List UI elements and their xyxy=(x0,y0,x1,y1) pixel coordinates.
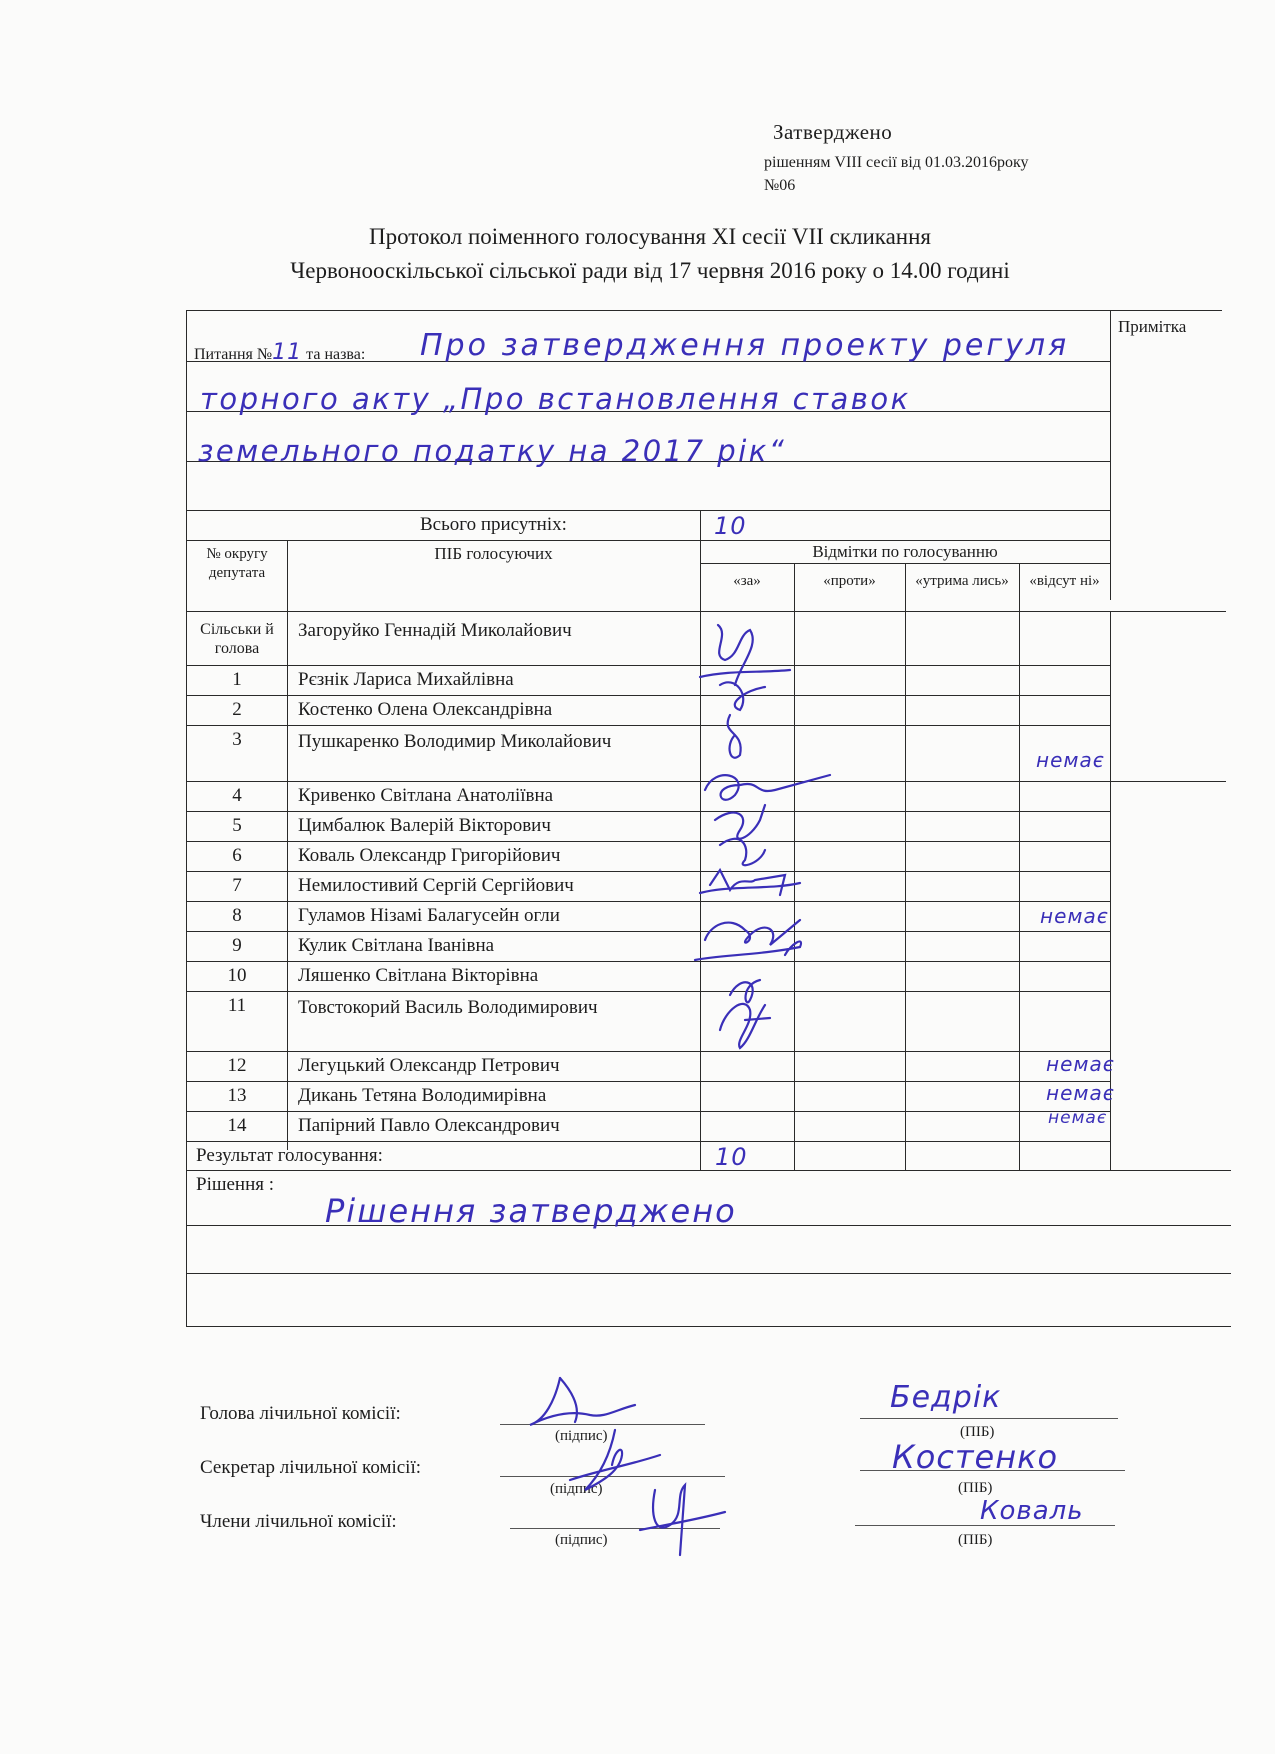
member-name-handwritten: Коваль xyxy=(980,1496,1084,1526)
chair-sign-caption: (підпис) xyxy=(555,1428,608,1444)
table-row-district: 8 xyxy=(232,905,242,926)
table-left-line xyxy=(186,310,187,1326)
absent-mark: немає xyxy=(1036,748,1105,772)
table-top-line xyxy=(186,310,1222,311)
members-sign-caption: (підпис) xyxy=(555,1532,608,1548)
row-line xyxy=(186,931,1110,932)
against-column-header: «проти» xyxy=(823,573,876,589)
present-count: 10 xyxy=(714,512,747,540)
chair-name-line xyxy=(860,1418,1118,1419)
decision-line xyxy=(186,1273,1231,1274)
question-text-line3: земельного податку на 2017 рік“ xyxy=(198,434,787,468)
table-row-name: Коваль Олександр Григорійович xyxy=(298,845,561,866)
row-line xyxy=(186,1170,1231,1171)
document-title-line1: Протокол поіменного голосування XI сесії VII скликання xyxy=(368,224,931,249)
table-row-name: Пушкаренко Володимир Миколайович xyxy=(298,731,612,752)
approval-decision-line1: рішенням VIII сесії від 01.03.2016року xyxy=(764,154,1029,171)
row-line xyxy=(186,1141,1110,1142)
row-line xyxy=(186,695,1110,696)
secretary-sign-caption: (підпис) xyxy=(550,1481,603,1497)
question-label-prefix: Питання № xyxy=(194,346,273,363)
table-row-name: Легуцький Олександр Петрович xyxy=(298,1055,560,1076)
row-line xyxy=(186,901,1110,902)
result-value: 10 xyxy=(715,1143,748,1171)
table-row-district: Сільськи й голова xyxy=(200,621,274,657)
members-name-caption: (ПІБ) xyxy=(958,1532,993,1548)
table-row-district: 2 xyxy=(232,699,242,720)
table-row-district: 1 xyxy=(232,669,242,690)
table-row-name: Гуламов Нізамі Балагусейн огли xyxy=(298,905,560,926)
votes-group-header: Відмітки по голосуванню xyxy=(812,542,998,561)
table-row-name: Загоруйко Геннадій Миколайович xyxy=(298,620,572,641)
table-row-district: 14 xyxy=(227,1115,247,1136)
table-row-district: 12 xyxy=(227,1055,247,1076)
row-line xyxy=(186,1111,1110,1112)
table-row-name: Папірний Павло Олександрович xyxy=(298,1115,560,1136)
col-line xyxy=(287,540,288,1150)
table-row-name: Кулик Світлана Іванівна xyxy=(298,935,495,956)
absent-column-header: «відсут ні» xyxy=(1029,573,1100,589)
absent-mark: немає xyxy=(1046,1052,1115,1076)
question-text-line2: торного акту „Про встановлення ставок xyxy=(200,382,911,416)
table-row-district: 13 xyxy=(227,1085,247,1106)
col-line xyxy=(1019,563,1020,1170)
absent-mark: немає xyxy=(1046,1081,1115,1105)
chair-name-caption: (ПІБ) xyxy=(960,1424,995,1440)
table-row-district: 11 xyxy=(227,995,247,1016)
members-label: Члени лічильної комісії: xyxy=(200,1511,397,1532)
table-row-district: 7 xyxy=(232,875,242,896)
table-row-name: Ляшенко Світлана Вікторівна xyxy=(298,965,539,986)
table-row-name: Цимбалюк Валерій Вікторович xyxy=(298,815,551,836)
row-line xyxy=(186,1081,1110,1082)
approval-decision-number: №06 xyxy=(764,177,796,194)
row-line xyxy=(186,725,1110,726)
row-line xyxy=(186,991,1110,992)
row-line xyxy=(186,1051,1110,1052)
secretary-label: Секретар лічильної комісії: xyxy=(200,1457,422,1478)
question-text-line1: Про затвердження проекту регуля xyxy=(420,328,1070,363)
chair-name-handwritten: Бедрік xyxy=(890,1380,1002,1415)
approval-decision xyxy=(764,151,1124,197)
abstain-column-header: «утрима лись» xyxy=(915,573,1009,589)
table-row-district: 9 xyxy=(232,935,242,956)
for-signature-row11 xyxy=(705,990,785,1055)
table-row-name: Товстокорий Василь Володимирович xyxy=(298,997,598,1018)
present-label: Всього присутніх: xyxy=(420,514,567,535)
result-label: Результат голосування: xyxy=(196,1145,383,1166)
secretary-name-caption: (ПІБ) xyxy=(958,1480,993,1496)
row-line xyxy=(186,871,1110,872)
note-divider-line xyxy=(1110,310,1111,600)
document-title-line2: Червонооскільської сільської ради від 17 червня 2016 року о 14.00 годині xyxy=(290,258,1010,283)
name-column-header: ПІБ голосуючих xyxy=(434,544,553,563)
note-column-header: Примітка xyxy=(1118,317,1187,336)
table-row-name: Рєзнік Лариса Михайлівна xyxy=(298,669,514,690)
table-bottom-line xyxy=(186,1326,1231,1327)
row-line xyxy=(186,811,1110,812)
table-row-name: Костенко Олена Олександрівна xyxy=(298,699,553,720)
chair-label: Голова лічильної комісії: xyxy=(200,1403,401,1424)
decision-value: Рішення затверджено xyxy=(325,1192,737,1230)
row-line xyxy=(186,841,1110,842)
for-column-signatures xyxy=(690,615,840,1005)
for-column-header: «за» xyxy=(733,573,761,589)
district-column-header: № округу депутата xyxy=(206,546,268,581)
row-line xyxy=(186,961,1110,962)
table-row-district: 3 xyxy=(232,729,242,750)
question-number: 11 xyxy=(272,340,303,365)
header-bottom-line xyxy=(186,611,1226,612)
table-row-district: 6 xyxy=(232,845,242,866)
member-signature xyxy=(625,1470,735,1560)
row-line xyxy=(186,665,1110,666)
question-line xyxy=(186,510,1110,511)
secretary-name-handwritten: Костенко xyxy=(892,1438,1059,1476)
table-row-district: 5 xyxy=(232,815,242,836)
absent-mark: немає xyxy=(1040,904,1109,928)
absent-mark: немає xyxy=(1048,1108,1108,1128)
approved-label: Затверджено xyxy=(773,120,893,144)
table-row-name: Кривенко Світлана Анатоліївна xyxy=(298,785,554,806)
decision-label: Рішення : xyxy=(196,1174,275,1195)
table-row-district: 4 xyxy=(232,785,242,806)
question-label xyxy=(194,340,365,368)
question-label-suffix: та назва: xyxy=(306,346,366,363)
table-row-name: Дикань Тетяна Володимирівна xyxy=(298,1085,547,1106)
col-line xyxy=(905,563,906,1170)
table-row-district: 10 xyxy=(227,965,247,986)
table-row-name: Немилостивий Сергій Сергійович xyxy=(298,875,574,896)
